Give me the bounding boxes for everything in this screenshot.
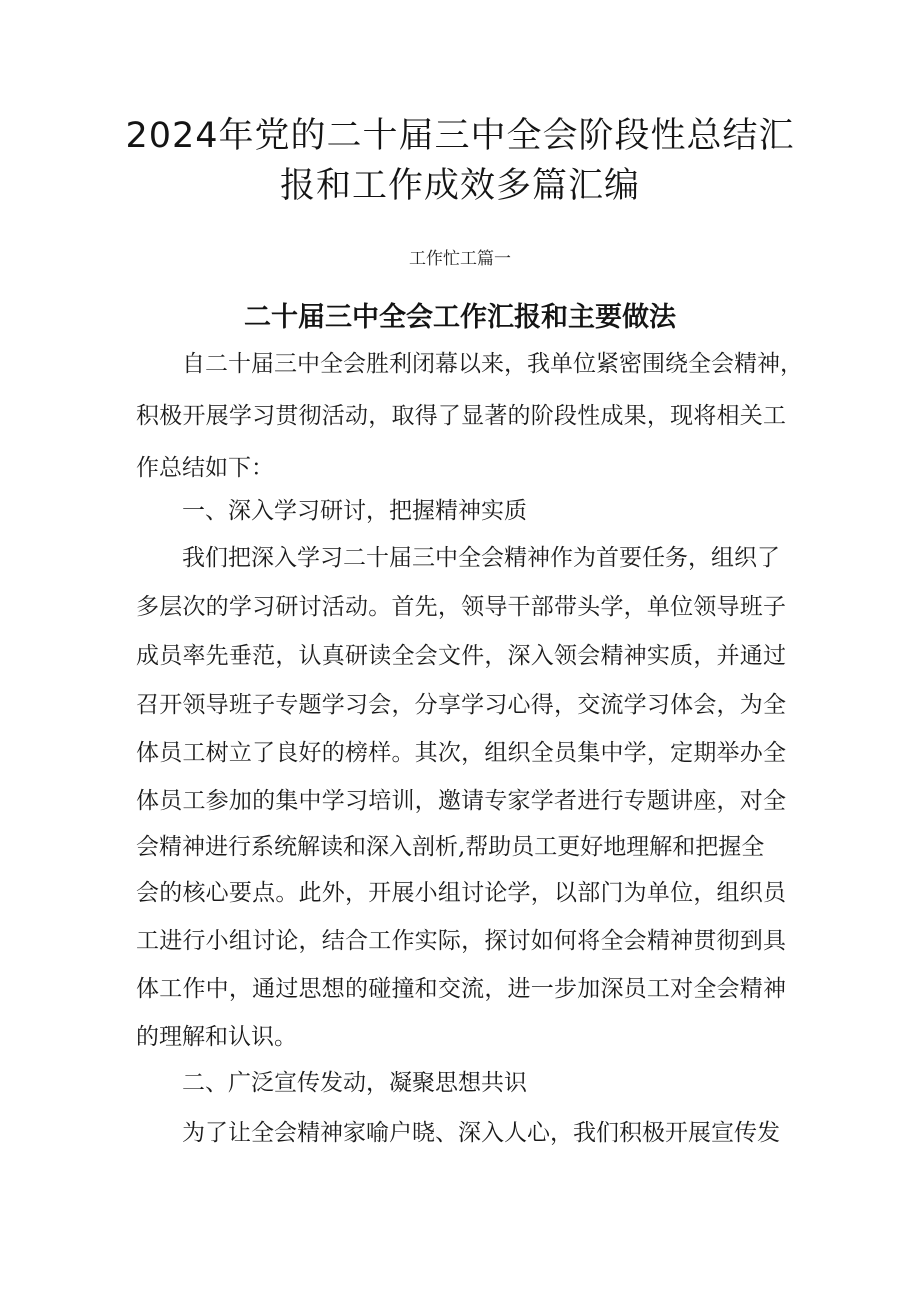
paragraph-line: 体员工树立了良好的榜样。其次，组织全员集中学，定期举办全	[136, 740, 786, 766]
paragraph-line: 召开领导班子专题学习会，分享学习心得，交流学习体会，为全	[136, 692, 786, 718]
paragraph-line: 自二十届三中全会胜利闭幕以来，我单位紧密围绕全会精神，	[182, 351, 803, 377]
paragraph-line: 会的核心要点。此外，开展小组讨论学，以部门为单位，组织员	[136, 880, 786, 906]
paragraph-line: 作总结如下：	[136, 455, 274, 481]
paragraph-line: 为了让全会精神家喻户晓、深入人心，我们积极开展宣传发	[182, 1120, 780, 1146]
paragraph-line: 工进行小组讨论，结合工作实际，探讨如何将全会精神贯彻到具	[136, 928, 786, 954]
document-title-line-1: 2024年党的二十届三中全会阶段性总结汇	[125, 116, 795, 156]
section-point-heading: 二、广泛宣传发动，凝聚思想共识	[182, 1070, 527, 1096]
paragraph-line: 我们把深入学习二十届三中全会精神作为首要任务，组织了	[182, 545, 780, 571]
paragraph-line: 会精神进行系统解读和深入剖析,帮助员工更好地理解和把握全	[136, 834, 765, 860]
paragraph-line: 体工作中，通过思想的碰撞和交流，进一步加深员工对全会精神	[136, 976, 786, 1002]
paragraph-line: 多层次的学习研讨活动。首先，领导干部带头学，单位领导班子	[136, 594, 786, 620]
section-heading: 二十届三中全会工作汇报和主要做法	[244, 302, 676, 333]
paragraph-line: 成员率先垂范，认真研读全会文件，深入领会精神实质，并通过	[136, 643, 786, 669]
paragraph-line: 体员工参加的集中学习培训，邀请专家学者进行专题讲座，对全	[136, 788, 786, 814]
paragraph-line: 的理解和认识。	[136, 1024, 297, 1050]
document-title-line-2: 报和工作成效多篇汇编	[279, 166, 640, 206]
paragraph-line: 积极开展学习贯彻活动，取得了显著的阶段性成果，现将相关工	[136, 403, 786, 429]
section-point-heading: 一、深入学习研讨，把握精神实质	[182, 498, 527, 524]
section-subtitle: 工作忙工篇一	[409, 249, 511, 269]
